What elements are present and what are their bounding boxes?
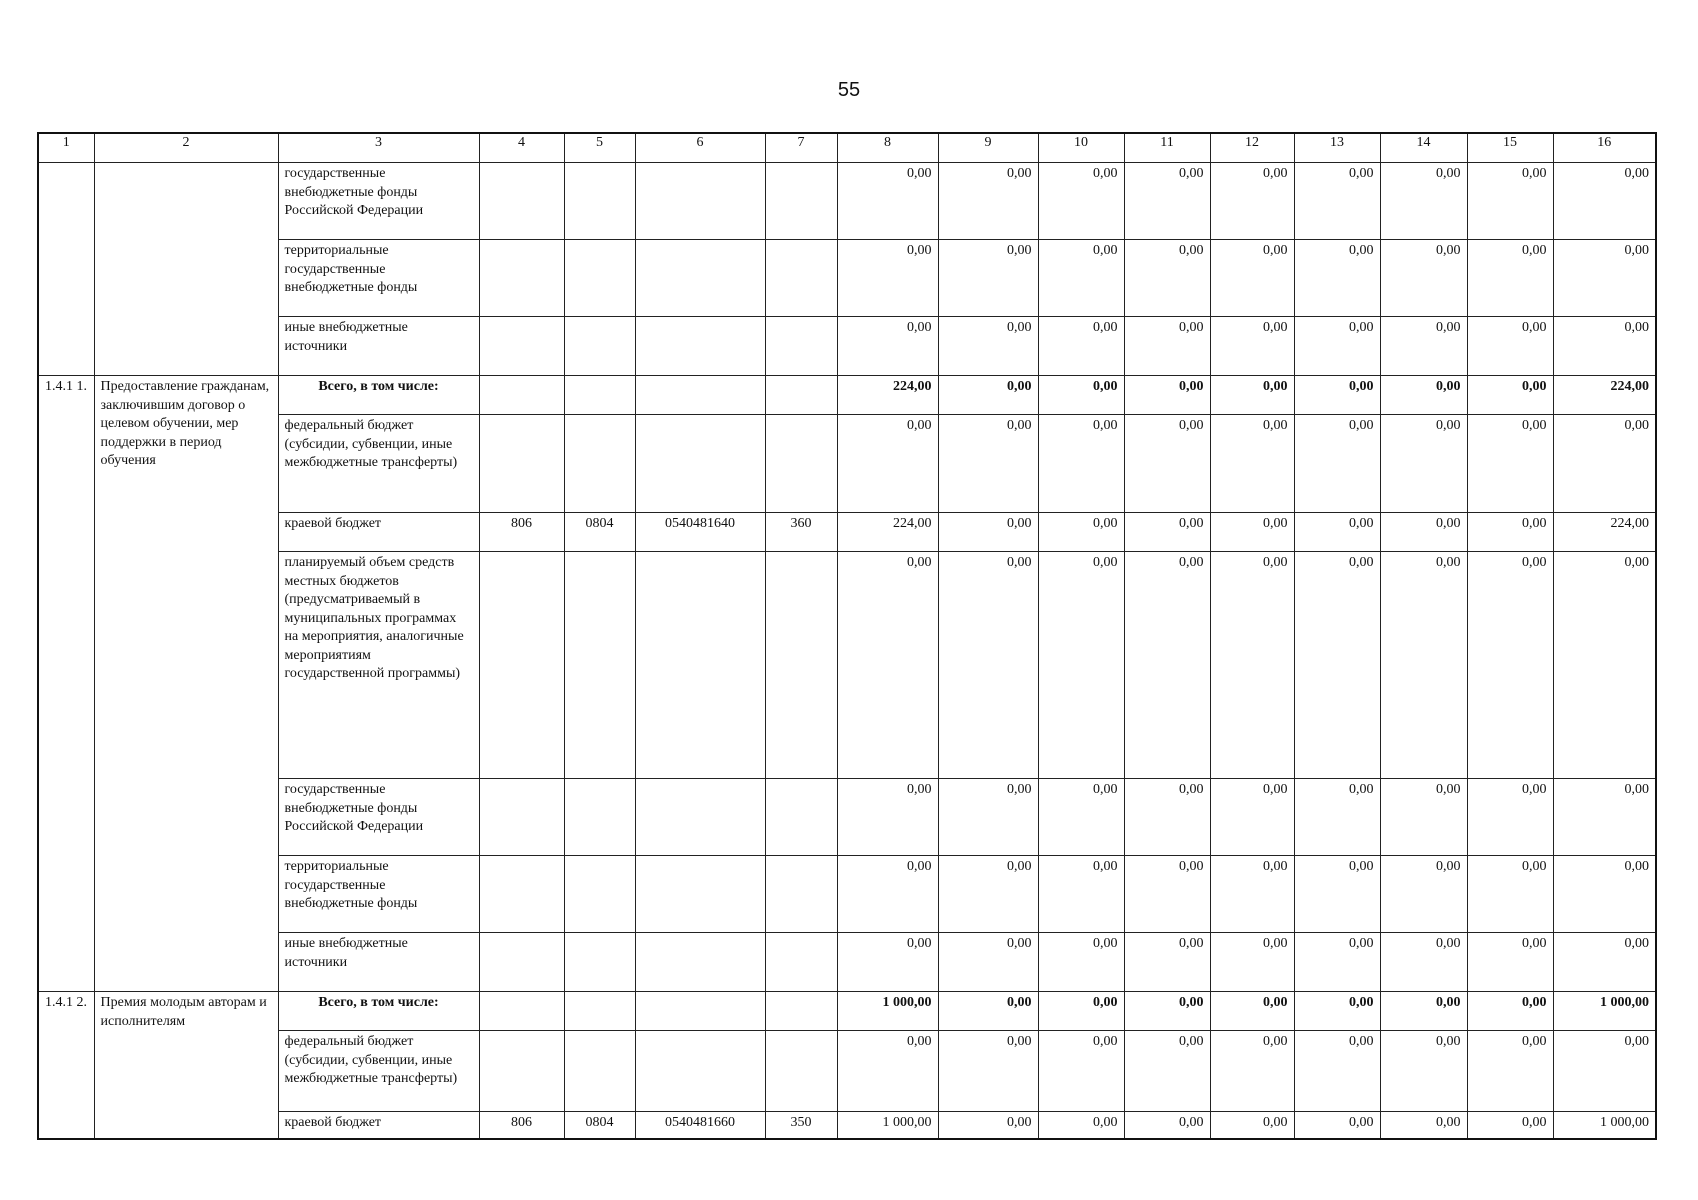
header-cell: 6	[635, 133, 765, 163]
target-article-cell	[635, 856, 765, 933]
amount-cell: 0,00	[1038, 317, 1124, 376]
amount-cell: 0,00	[1124, 933, 1210, 992]
amount-cell: 0,00	[1038, 992, 1124, 1031]
header-cell: 4	[479, 133, 564, 163]
amount-cell: 0,00	[938, 552, 1038, 779]
amount-cell: 1 000,00	[837, 992, 938, 1031]
amount-cell: 0,00	[1210, 240, 1294, 317]
expense-type-cell	[765, 933, 837, 992]
amount-cell: 0,00	[1124, 163, 1210, 240]
expense-type-cell	[765, 992, 837, 1031]
amount-cell: 0,00	[1553, 317, 1656, 376]
budget-table	[37, 132, 1657, 1140]
target-article-cell	[635, 163, 765, 240]
amount-cell: 0,00	[1380, 376, 1467, 415]
header-cell: 12	[1210, 133, 1294, 163]
amount-cell: 0,00	[1553, 856, 1656, 933]
target-article-cell	[635, 779, 765, 856]
amount-cell: 0,00	[1124, 992, 1210, 1031]
amount-cell: 0,00	[1294, 1112, 1380, 1140]
grbs-code-cell	[479, 240, 564, 317]
expense-type-cell	[765, 163, 837, 240]
item-name-cell	[94, 163, 278, 376]
target-article-cell	[635, 992, 765, 1031]
amount-cell: 0,00	[1124, 1031, 1210, 1112]
amount-cell: 0,00	[1038, 933, 1124, 992]
section-code-cell: 0804	[564, 1112, 635, 1140]
amount-cell: 0,00	[938, 1112, 1038, 1140]
expense-type-cell: 360	[765, 513, 837, 552]
header-cell: 2	[94, 133, 278, 163]
item-number-cell: 1.4.1 1.	[38, 376, 94, 992]
amount-cell: 0,00	[1380, 992, 1467, 1031]
amount-cell: 0,00	[1294, 992, 1380, 1031]
amount-cell: 0,00	[1380, 317, 1467, 376]
amount-cell: 0,00	[1294, 376, 1380, 415]
amount-cell: 0,00	[1038, 163, 1124, 240]
amount-cell: 224,00	[837, 513, 938, 552]
expense-type-cell	[765, 856, 837, 933]
section-code-cell	[564, 992, 635, 1031]
target-article-cell	[635, 552, 765, 779]
funding-source-cell: государственные внебюджетные фонды Российской Федерации	[278, 163, 479, 240]
amount-cell: 0,00	[1553, 1031, 1656, 1112]
table-row	[38, 513, 1656, 552]
amount-cell: 0,00	[1124, 779, 1210, 856]
amount-cell: 0,00	[837, 163, 938, 240]
target-article-cell	[635, 376, 765, 415]
section-code-cell	[564, 856, 635, 933]
amount-cell: 0,00	[837, 317, 938, 376]
section-code-cell	[564, 163, 635, 240]
expense-type-cell	[765, 415, 837, 513]
grbs-code-cell	[479, 415, 564, 513]
amount-cell: 0,00	[1210, 1112, 1294, 1140]
section-code-cell	[564, 415, 635, 513]
amount-cell: 0,00	[837, 933, 938, 992]
grbs-code-cell	[479, 552, 564, 779]
table-row	[38, 376, 1656, 415]
section-code-cell	[564, 933, 635, 992]
amount-cell: 224,00	[1553, 376, 1656, 415]
funding-source-cell: планируемый объем средств местных бюджетов (предусматриваемый в муниципальных программах на мероприятия, аналогичные мероприятиям государственной программы)	[278, 552, 479, 779]
amount-cell: 0,00	[938, 992, 1038, 1031]
target-article-cell	[635, 317, 765, 376]
amount-cell: 0,00	[1380, 513, 1467, 552]
amount-cell: 1 000,00	[1553, 992, 1656, 1031]
amount-cell: 0,00	[1210, 163, 1294, 240]
funding-source-cell: Всего, в том числе:	[278, 992, 479, 1031]
amount-cell: 1 000,00	[1553, 1112, 1656, 1140]
table-row	[38, 779, 1656, 856]
amount-cell: 0,00	[1294, 552, 1380, 779]
header-cell: 3	[278, 133, 479, 163]
amount-cell: 0,00	[1038, 856, 1124, 933]
amount-cell: 0,00	[1294, 415, 1380, 513]
table-row	[38, 552, 1656, 779]
funding-source-cell: федеральный бюджет (субсидии, субвенции, иные межбюджетные трансферты)	[278, 415, 479, 513]
header-cell: 8	[837, 133, 938, 163]
amount-cell: 0,00	[1210, 1031, 1294, 1112]
amount-cell: 0,00	[1038, 779, 1124, 856]
funding-source-cell: Всего, в том числе:	[278, 376, 479, 415]
grbs-code-cell	[479, 933, 564, 992]
funding-source-cell: территориальные государственные внебюджетные фонды	[278, 240, 479, 317]
amount-cell: 0,00	[938, 415, 1038, 513]
amount-cell: 0,00	[1038, 552, 1124, 779]
amount-cell: 0,00	[1467, 317, 1553, 376]
amount-cell: 0,00	[1124, 376, 1210, 415]
amount-cell: 0,00	[1294, 933, 1380, 992]
amount-cell: 0,00	[1380, 163, 1467, 240]
amount-cell: 0,00	[938, 1031, 1038, 1112]
table-row	[38, 1031, 1656, 1112]
amount-cell: 0,00	[1467, 240, 1553, 317]
section-code-cell	[564, 779, 635, 856]
target-article-cell: 0540481660	[635, 1112, 765, 1140]
amount-cell: 0,00	[1380, 1031, 1467, 1112]
amount-cell: 0,00	[1294, 1031, 1380, 1112]
amount-cell: 0,00	[1038, 1031, 1124, 1112]
grbs-code-cell: 806	[479, 513, 564, 552]
amount-cell: 0,00	[1467, 513, 1553, 552]
amount-cell: 0,00	[837, 415, 938, 513]
table-row	[38, 856, 1656, 933]
amount-cell: 0,00	[1467, 415, 1553, 513]
amount-cell: 0,00	[1553, 415, 1656, 513]
section-code-cell	[564, 1031, 635, 1112]
amount-cell: 0,00	[1294, 779, 1380, 856]
amount-cell: 0,00	[1294, 856, 1380, 933]
amount-cell: 0,00	[1380, 415, 1467, 513]
amount-cell: 0,00	[1553, 163, 1656, 240]
amount-cell: 0,00	[1380, 552, 1467, 779]
target-article-cell: 0540481640	[635, 513, 765, 552]
amount-cell: 0,00	[1210, 779, 1294, 856]
amount-cell: 0,00	[1124, 317, 1210, 376]
section-code-cell	[564, 552, 635, 779]
section-code-cell: 0804	[564, 513, 635, 552]
header-row	[38, 133, 1656, 163]
item-name-cell: Предоставление гражданам, заключившим договор о целевом обучении, мер поддержки в период обучения	[94, 376, 278, 992]
amount-cell: 0,00	[1210, 933, 1294, 992]
expense-type-cell	[765, 1031, 837, 1112]
table-row	[38, 415, 1656, 513]
amount-cell: 0,00	[1467, 992, 1553, 1031]
table-row	[38, 992, 1656, 1031]
amount-cell: 0,00	[1124, 856, 1210, 933]
header-cell: 1	[38, 133, 94, 163]
grbs-code-cell	[479, 779, 564, 856]
expense-type-cell: 350	[765, 1112, 837, 1140]
table-row	[38, 933, 1656, 992]
amount-cell: 0,00	[1553, 779, 1656, 856]
expense-type-cell	[765, 376, 837, 415]
header-cell: 13	[1294, 133, 1380, 163]
amount-cell: 0,00	[938, 933, 1038, 992]
target-article-cell	[635, 415, 765, 513]
amount-cell: 0,00	[837, 240, 938, 317]
amount-cell: 0,00	[1467, 376, 1553, 415]
amount-cell: 0,00	[1210, 856, 1294, 933]
amount-cell: 0,00	[1467, 933, 1553, 992]
header-cell: 15	[1467, 133, 1553, 163]
amount-cell: 0,00	[938, 856, 1038, 933]
amount-cell: 0,00	[1210, 317, 1294, 376]
amount-cell: 1 000,00	[837, 1112, 938, 1140]
grbs-code-cell	[479, 992, 564, 1031]
amount-cell: 0,00	[1124, 513, 1210, 552]
amount-cell: 0,00	[1294, 513, 1380, 552]
table-row	[38, 1112, 1656, 1140]
grbs-code-cell	[479, 856, 564, 933]
amount-cell: 0,00	[938, 376, 1038, 415]
amount-cell: 0,00	[837, 552, 938, 779]
funding-source-cell: краевой бюджет	[278, 513, 479, 552]
expense-type-cell	[765, 240, 837, 317]
funding-source-cell: федеральный бюджет (субсидии, субвенции, иные межбюджетные трансферты)	[278, 1031, 479, 1112]
amount-cell: 0,00	[938, 513, 1038, 552]
grbs-code-cell	[479, 376, 564, 415]
amount-cell: 0,00	[837, 1031, 938, 1112]
amount-cell: 0,00	[837, 856, 938, 933]
amount-cell: 0,00	[1038, 240, 1124, 317]
amount-cell: 0,00	[1380, 856, 1467, 933]
amount-cell: 0,00	[1124, 1112, 1210, 1140]
table-row	[38, 240, 1656, 317]
table-body	[38, 163, 1656, 1140]
grbs-code-cell	[479, 163, 564, 240]
header-cell: 9	[938, 133, 1038, 163]
amount-cell: 0,00	[1553, 240, 1656, 317]
funding-source-cell: государственные внебюджетные фонды Российской Федерации	[278, 779, 479, 856]
section-code-cell	[564, 240, 635, 317]
section-code-cell	[564, 317, 635, 376]
header-cell: 14	[1380, 133, 1467, 163]
amount-cell: 0,00	[1467, 1031, 1553, 1112]
amount-cell: 0,00	[1467, 1112, 1553, 1140]
amount-cell: 0,00	[1467, 163, 1553, 240]
funding-source-cell: территориальные государственные внебюджетные фонды	[278, 856, 479, 933]
amount-cell: 0,00	[1380, 779, 1467, 856]
grbs-code-cell	[479, 1031, 564, 1112]
header-cell: 5	[564, 133, 635, 163]
amount-cell: 0,00	[938, 317, 1038, 376]
expense-type-cell	[765, 552, 837, 779]
table-row	[38, 317, 1656, 376]
funding-source-cell: иные внебюджетные источники	[278, 933, 479, 992]
section-code-cell	[564, 376, 635, 415]
amount-cell: 0,00	[1210, 513, 1294, 552]
grbs-code-cell	[479, 317, 564, 376]
amount-cell: 0,00	[938, 779, 1038, 856]
amount-cell: 0,00	[1294, 317, 1380, 376]
header-cell: 16	[1553, 133, 1656, 163]
funding-source-cell: иные внебюджетные источники	[278, 317, 479, 376]
amount-cell: 0,00	[1210, 992, 1294, 1031]
funding-source-cell: краевой бюджет	[278, 1112, 479, 1140]
table-row	[38, 163, 1656, 240]
grbs-code-cell: 806	[479, 1112, 564, 1140]
target-article-cell	[635, 1031, 765, 1112]
amount-cell: 0,00	[1210, 376, 1294, 415]
item-number-cell	[38, 163, 94, 376]
amount-cell: 0,00	[1124, 240, 1210, 317]
amount-cell: 0,00	[1553, 552, 1656, 779]
target-article-cell	[635, 933, 765, 992]
amount-cell: 0,00	[1380, 240, 1467, 317]
amount-cell: 0,00	[1124, 415, 1210, 513]
amount-cell: 0,00	[1380, 933, 1467, 992]
expense-type-cell	[765, 317, 837, 376]
amount-cell: 224,00	[1553, 513, 1656, 552]
amount-cell: 0,00	[938, 163, 1038, 240]
amount-cell: 0,00	[1467, 552, 1553, 779]
amount-cell: 0,00	[1294, 240, 1380, 317]
amount-cell: 0,00	[1038, 1112, 1124, 1140]
amount-cell: 0,00	[1467, 779, 1553, 856]
amount-cell: 0,00	[1124, 552, 1210, 779]
amount-cell: 0,00	[1210, 415, 1294, 513]
amount-cell: 0,00	[1467, 856, 1553, 933]
amount-cell: 0,00	[938, 240, 1038, 317]
page-number: 55	[837, 79, 861, 101]
target-article-cell	[635, 240, 765, 317]
amount-cell: 0,00	[1038, 415, 1124, 513]
amount-cell: 0,00	[837, 779, 938, 856]
amount-cell: 224,00	[837, 376, 938, 415]
header-cell: 11	[1124, 133, 1210, 163]
header-cell: 10	[1038, 133, 1124, 163]
item-name-cell: Премия молодым авторам и исполнителям	[94, 992, 278, 1140]
amount-cell: 0,00	[1210, 552, 1294, 779]
amount-cell: 0,00	[1553, 933, 1656, 992]
amount-cell: 0,00	[1294, 163, 1380, 240]
amount-cell: 0,00	[1038, 513, 1124, 552]
amount-cell: 0,00	[1380, 1112, 1467, 1140]
header-cell: 7	[765, 133, 837, 163]
amount-cell: 0,00	[1038, 376, 1124, 415]
item-number-cell: 1.4.1 2.	[38, 992, 94, 1140]
expense-type-cell	[765, 779, 837, 856]
